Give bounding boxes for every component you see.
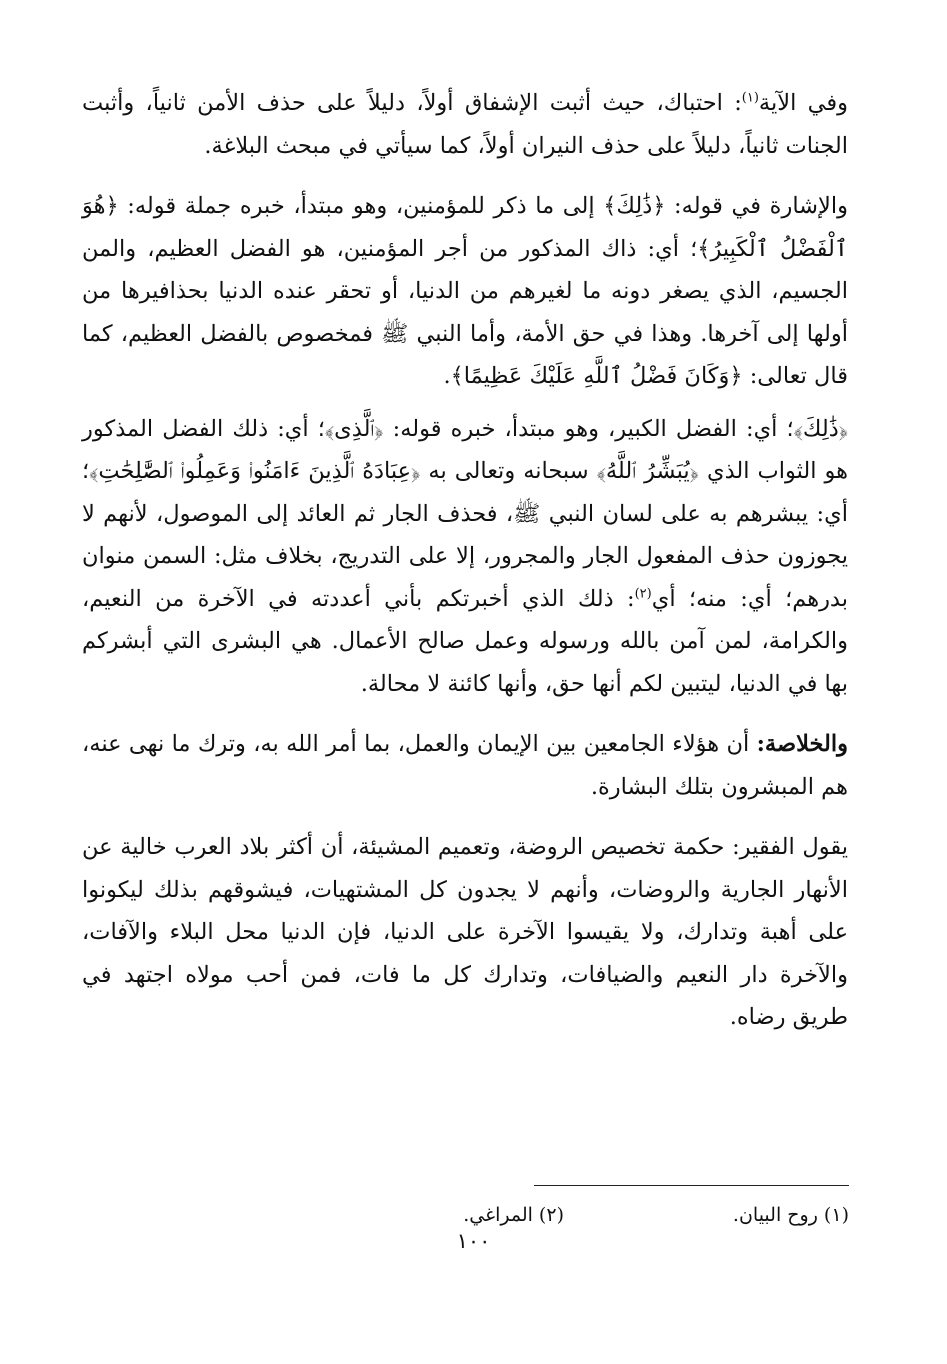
paragraph-text: يقول الفقير: حكمة تخصيص الروضة، وتعميم المشيئة، أن أكثر بلاد العرب خالية عن الأنهار الجارية والروضات، وأنهم لا يجدون كل المشتهيات، فيشوقهم بذلك ليكونوا على أهبة وتدارك، ولا يقيسوا الآخرة على الدنيا، فإن الدنيا محل البلاء والآفات، والآخرة دار النعيم والضيافات، وتدارك كل ما فات، فمن أحب مولاه اجتهد في طريق رضاه. bbox=[82, 834, 848, 1030]
footnote-2: (٢) المراغي. bbox=[463, 1204, 564, 1226]
footnote-divider bbox=[534, 1185, 849, 1186]
footnote-marker-1: (١) bbox=[741, 90, 759, 106]
paragraph-text: : ذلك الذي أخبرتكم بأني أعددته في الآخرة من النعيم، والكرامة، لمن آمن بالله ورسوله وعمل صالح الأعمال. هي البشرى التي أبشركم بها في الدنيا، ليتبين لكم أنها حق، وأنها كائنة لا محالة. bbox=[82, 585, 848, 697]
paragraph-faqir bbox=[82, 826, 848, 1039]
paragraph-lead: والخلاصة: bbox=[756, 731, 848, 757]
paragraph-ihtibak bbox=[82, 82, 848, 167]
paragraph-text: : احتباك، حيث أثبت الإشفاق أولاً، دليلاً على حذف الأمن ثانياً، وأثبت الجنات ثانياً، دليلاً على حذف النيران أولاً، كما سيأتي في مبحث البلاغة. bbox=[82, 90, 848, 159]
paragraph-khulasa bbox=[82, 723, 848, 808]
paragraph-ishara bbox=[82, 185, 848, 398]
page-body bbox=[82, 82, 848, 1039]
footnote-1: (١) روح البيان. bbox=[732, 1204, 849, 1226]
paragraph-text: أن هؤلاء الجامعين بين الإيمان والعمل، بما أمر الله به، وترك ما نهى عنه، هم المبشرون بتلك البشارة. bbox=[82, 731, 848, 800]
paragraph-text: والإشارة في قوله: ﴿ذَٰلِكَ﴾ إلى ما ذكر للمؤمنين، وهو مبتدأ، خبره جملة قوله: ﴿هُوَ ٱلْفَضْلُ ٱلْكَبِيرُ﴾؛ أي: ذاك المذكور من أجر المؤمنين، هو الفضل العظيم، والمن الجسيم، الذي يصغر دونه ما لغيرهم من الدنيا، أو تحقر عنده الدنيا بحذافيرها من أولها إلى آخرها. وهذا في حق الأمة، وأما النبي ﷺ فمخصوص بالفضل العظيم، كما قال تعالى: ﴿وَكَانَ فَضْلُ ٱللَّهِ عَلَيْكَ عَظِيمًا﴾. bbox=[82, 193, 848, 389]
paragraph-dhalika bbox=[82, 408, 848, 706]
paragraph-text: وفي الآية bbox=[758, 90, 848, 116]
paragraph-text: ﴿ذَٰلِكَ﴾؛ أي: الفضل الكبير، وهو مبتدأ، خبره قوله: ﴿ٱلَّذِى﴾؛ أي: ذلك الفضل المذكور هو الثواب الذي ﴿يُبَشِّرُ ٱللَّهُ﴾ سبحانه وتعالى به ﴿عِبَادَهُ ٱلَّذِينَ ءَامَنُوا۟ وَعَمِلُوا۟ ٱلصَّٰلِحَٰتِ﴾؛ أي: يبشرهم به على لسان النبي ﷺ، فحذف الجار ثم العائد إلى الموصول، لأنهم لا يجوزون حذف المفعول الجار والمجرور، إلا على التدريج، بخلاف مثل: السمن منوان بدرهم؛ أي: منه؛ أي bbox=[82, 415, 849, 612]
footnote-marker-2: (٢) bbox=[634, 586, 652, 601]
page-number: ١٠٠ bbox=[456, 1229, 491, 1253]
